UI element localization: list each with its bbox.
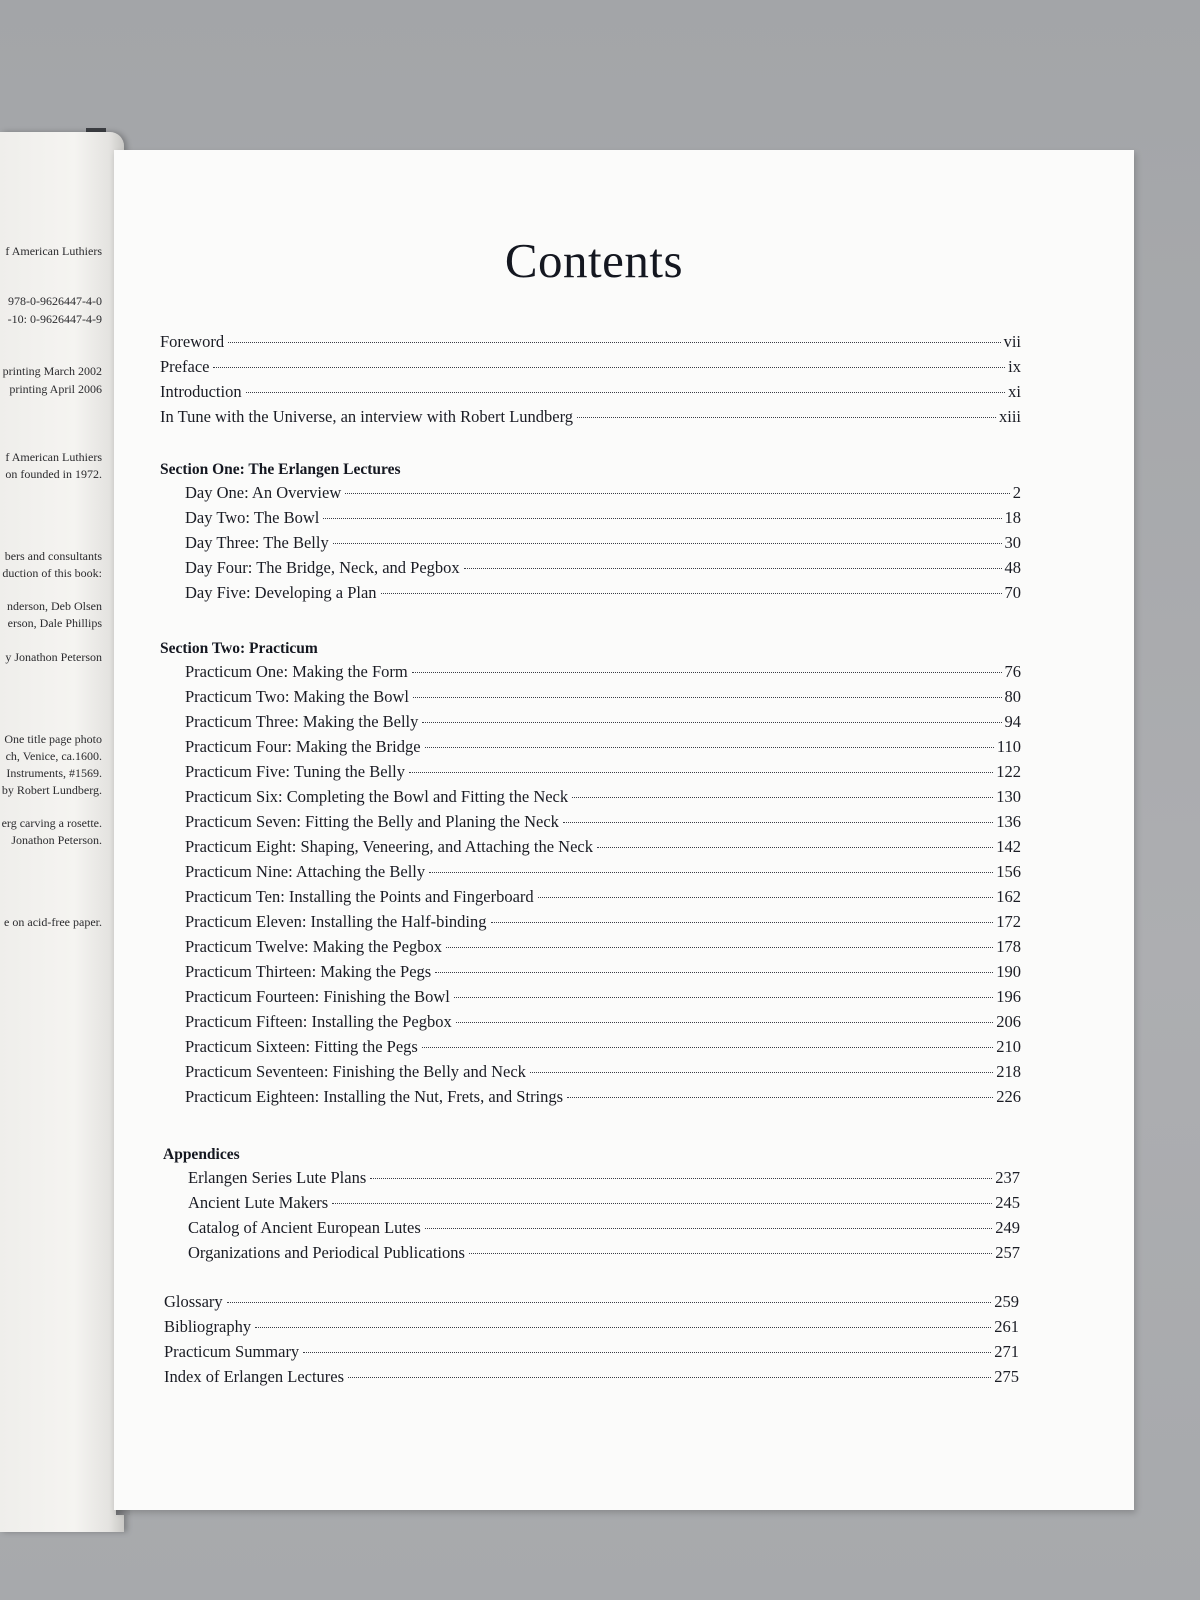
toc-entry-title: Bibliography xyxy=(164,1317,252,1336)
toc-entry xyxy=(185,962,1021,984)
toc-entry-title: Practicum Three: Making the Belly xyxy=(185,712,419,731)
dot-leader xyxy=(429,872,993,873)
toc-entry xyxy=(164,1367,1019,1389)
toc-page-number: 156 xyxy=(996,862,1021,881)
toc-entry-title: Day Two: The Bowl xyxy=(185,508,320,527)
toc-page-number: xi xyxy=(1008,382,1021,401)
toc-entry-title: Practicum Sixteen: Fitting the Pegs xyxy=(185,1037,418,1056)
dot-leader xyxy=(228,342,1000,343)
left-page-line: 978-0-9626447-4-0 xyxy=(8,294,102,308)
dot-leader xyxy=(323,518,1001,519)
toc-entry-title: Practicum Fifteen: Installing the Pegbox xyxy=(185,1012,452,1031)
toc-entry-title: Practicum Five: Tuning the Belly xyxy=(185,762,406,781)
left-page-line: duction of this book: xyxy=(2,566,102,580)
toc-entry-title: Day Three: The Belly xyxy=(185,533,329,552)
toc-entry-title: Practicum Eighteen: Installing the Nut, Frets, and Strings xyxy=(185,1087,564,1106)
dot-leader xyxy=(572,797,993,798)
toc-entry xyxy=(188,1193,1020,1215)
toc-page-number: 178 xyxy=(996,937,1021,956)
toc-page-number: 245 xyxy=(995,1193,1020,1212)
toc-page-number: 259 xyxy=(994,1292,1019,1311)
toc-entry xyxy=(185,662,1021,684)
toc-page-number: 275 xyxy=(994,1367,1019,1386)
section-heading: Appendices xyxy=(163,1146,240,1163)
toc-entry-title: Practicum One: Making the Form xyxy=(185,662,408,681)
toc-entry xyxy=(160,357,1021,379)
toc-page-number: 190 xyxy=(996,962,1021,981)
toc-page-number: 136 xyxy=(996,812,1021,831)
toc-entry-title: Day Four: The Bridge, Neck, and Pegbox xyxy=(185,558,460,577)
toc-entry xyxy=(185,812,1021,834)
toc-entry xyxy=(185,837,1021,859)
dot-leader xyxy=(577,417,996,418)
toc-entry xyxy=(164,1292,1019,1314)
dot-leader xyxy=(491,922,994,923)
toc-page-number: 226 xyxy=(996,1087,1021,1106)
left-page-line: nderson, Deb Olsen xyxy=(7,599,102,613)
toc-entry xyxy=(185,687,1021,709)
toc-page-number: xiii xyxy=(998,407,1021,426)
dot-leader xyxy=(454,997,993,998)
left-page-line: printing March 2002 xyxy=(2,364,102,378)
toc-entry xyxy=(160,407,1021,429)
dot-leader xyxy=(348,1377,991,1378)
left-page xyxy=(0,132,124,1532)
page-title: Contents xyxy=(504,233,684,288)
toc-page-number: 271 xyxy=(994,1342,1019,1361)
toc-entry-title: Practicum Eight: Shaping, Veneering, and Attaching the Neck xyxy=(185,837,593,856)
toc-entry xyxy=(185,1012,1021,1034)
toc-entry xyxy=(185,1087,1021,1109)
toc-entry-title: Practicum Seventeen: Finishing the Belly and Neck xyxy=(185,1062,526,1081)
left-page-line: printing April 2006 xyxy=(9,382,102,396)
dot-leader xyxy=(425,747,994,748)
left-page-line: -10: 0-9626447-4-9 xyxy=(7,312,102,326)
toc-entry-title: Practicum Nine: Attaching the Belly xyxy=(185,862,426,881)
dot-leader xyxy=(567,1097,993,1098)
toc-entry-title: Practicum Seven: Fitting the Belly and Planing the Neck xyxy=(185,812,559,831)
toc-page-number: 76 xyxy=(1004,662,1021,681)
toc-page-number: 122 xyxy=(996,762,1021,781)
toc-page-number: ix xyxy=(1008,357,1021,376)
toc-entry xyxy=(185,762,1021,784)
toc-page-number: 196 xyxy=(996,987,1021,1006)
toc-entry xyxy=(185,508,1021,530)
toc-page-number: 2 xyxy=(1012,483,1021,502)
toc-page-number: 94 xyxy=(1004,712,1021,731)
toc-entry xyxy=(164,1317,1019,1339)
section-heading: Section Two: Practicum xyxy=(160,640,318,657)
toc-page-number: 48 xyxy=(1004,558,1021,577)
toc-entry xyxy=(188,1168,1020,1190)
toc-entry xyxy=(185,558,1021,580)
toc-entry-title: Index of Erlangen Lectures xyxy=(164,1367,345,1386)
toc-entry xyxy=(160,332,1021,354)
toc-page-number: 257 xyxy=(995,1243,1020,1262)
toc-page-number: 162 xyxy=(996,887,1021,906)
toc-entry-title: Practicum Four: Making the Bridge xyxy=(185,737,421,756)
dot-leader xyxy=(422,1047,993,1048)
left-page-line: erg carving a rosette. xyxy=(1,816,102,830)
toc-entry-title: Practicum Eleven: Installing the Half-binding xyxy=(185,912,487,931)
toc-page-number: 130 xyxy=(996,787,1021,806)
left-page-line: by Robert Lundberg. xyxy=(1,783,102,797)
left-page-line: ch, Venice, ca.1600. xyxy=(5,749,102,763)
toc-page-number: 30 xyxy=(1004,533,1021,552)
toc-entry xyxy=(185,912,1021,934)
toc-page-number: 172 xyxy=(996,912,1021,931)
left-page-line: f American Luthiers xyxy=(5,450,102,464)
section-heading: Section One: The Erlangen Lectures xyxy=(160,461,401,478)
dot-leader xyxy=(370,1178,992,1179)
dot-leader xyxy=(469,1253,992,1254)
left-page-line: erson, Dale Phillips xyxy=(7,616,102,630)
toc-page-number: 261 xyxy=(994,1317,1019,1336)
dot-leader xyxy=(303,1352,991,1353)
toc-entry xyxy=(160,382,1021,404)
toc-entry xyxy=(185,533,1021,555)
dot-leader xyxy=(425,1228,992,1229)
dot-leader xyxy=(422,722,1001,723)
dot-leader xyxy=(464,568,1002,569)
toc-entry xyxy=(185,583,1021,605)
dot-leader xyxy=(412,672,1002,673)
toc-entry-title: In Tune with the Universe, an interview with Robert Lundberg xyxy=(160,407,574,426)
dot-leader xyxy=(333,543,1002,544)
toc-entry-title: Catalog of Ancient European Lutes xyxy=(188,1218,421,1237)
toc-entry xyxy=(185,862,1021,884)
left-page-line: e on acid-free paper. xyxy=(4,915,102,929)
dot-leader xyxy=(246,392,1006,393)
dot-leader xyxy=(381,593,1002,594)
toc-entry-title: Preface xyxy=(160,357,210,376)
toc-entry-title: Day One: An Overview xyxy=(185,483,342,502)
dot-leader xyxy=(530,1072,993,1073)
dot-leader xyxy=(413,697,1001,698)
toc-entry xyxy=(185,987,1021,1009)
dot-leader xyxy=(332,1203,992,1204)
left-page-line: bers and consultants xyxy=(4,549,102,563)
toc-page-number: 218 xyxy=(996,1062,1021,1081)
toc-entry xyxy=(185,787,1021,809)
toc-entry-title: Day Five: Developing a Plan xyxy=(185,583,377,602)
dot-leader xyxy=(538,897,994,898)
dot-leader xyxy=(597,847,993,848)
toc-entry xyxy=(164,1342,1019,1364)
left-page-line: f American Luthiers xyxy=(5,244,102,258)
dot-leader xyxy=(345,493,1009,494)
toc-entry-title: Practicum Thirteen: Making the Pegs xyxy=(185,962,432,981)
left-page-line: y Jonathon Peterson xyxy=(5,650,102,664)
toc-entry xyxy=(188,1243,1020,1265)
dot-leader xyxy=(456,1022,994,1023)
left-page-line: Jonathon Peterson. xyxy=(11,833,102,847)
toc-entry-title: Practicum Fourteen: Finishing the Bowl xyxy=(185,987,450,1006)
left-page-line: One title page photo xyxy=(4,732,102,746)
toc-entry xyxy=(185,483,1021,505)
toc-entry-title: Practicum Two: Making the Bowl xyxy=(185,687,410,706)
toc-entry-title: Organizations and Periodical Publications xyxy=(188,1243,465,1262)
left-page-line: on founded in 1972. xyxy=(5,467,102,481)
toc-entry xyxy=(185,1037,1021,1059)
toc-entry-title: Ancient Lute Makers xyxy=(188,1193,329,1212)
dot-leader xyxy=(446,947,993,948)
toc-page-number: 80 xyxy=(1004,687,1021,706)
toc-entry xyxy=(185,712,1021,734)
dot-leader xyxy=(227,1302,992,1303)
dot-leader xyxy=(213,367,1005,368)
left-page-line: Instruments, #1569. xyxy=(6,766,102,780)
toc-entry-title: Practicum Ten: Installing the Points and Fingerboard xyxy=(185,887,534,906)
toc-page-number: 237 xyxy=(995,1168,1020,1187)
toc-page-number: 142 xyxy=(996,837,1021,856)
toc-entry xyxy=(185,737,1021,759)
toc-page-number: 70 xyxy=(1004,583,1021,602)
toc-entry-title: Introduction xyxy=(160,382,242,401)
toc-page-number: 110 xyxy=(996,737,1021,756)
toc-page-number: 206 xyxy=(996,1012,1021,1031)
toc-entry-title: Glossary xyxy=(164,1292,223,1311)
toc-page-number: 210 xyxy=(996,1037,1021,1056)
toc-page-number: vii xyxy=(1003,332,1021,351)
toc-entry-title: Practicum Summary xyxy=(164,1342,300,1361)
toc-entry-title: Erlangen Series Lute Plans xyxy=(188,1168,367,1187)
toc-entry xyxy=(185,937,1021,959)
toc-page-number: 18 xyxy=(1004,508,1021,527)
toc-entry-title: Foreword xyxy=(160,332,225,351)
dot-leader xyxy=(435,972,993,973)
toc-entry-title: Practicum Twelve: Making the Pegbox xyxy=(185,937,442,956)
dot-leader xyxy=(563,822,993,823)
toc-entry-title: Practicum Six: Completing the Bowl and Fitting the Neck xyxy=(185,787,569,806)
toc-entry xyxy=(188,1218,1020,1240)
toc-entry xyxy=(185,1062,1021,1084)
toc-page-number: 249 xyxy=(995,1218,1020,1237)
dot-leader xyxy=(409,772,993,773)
dot-leader xyxy=(255,1327,991,1328)
toc-entry xyxy=(185,887,1021,909)
